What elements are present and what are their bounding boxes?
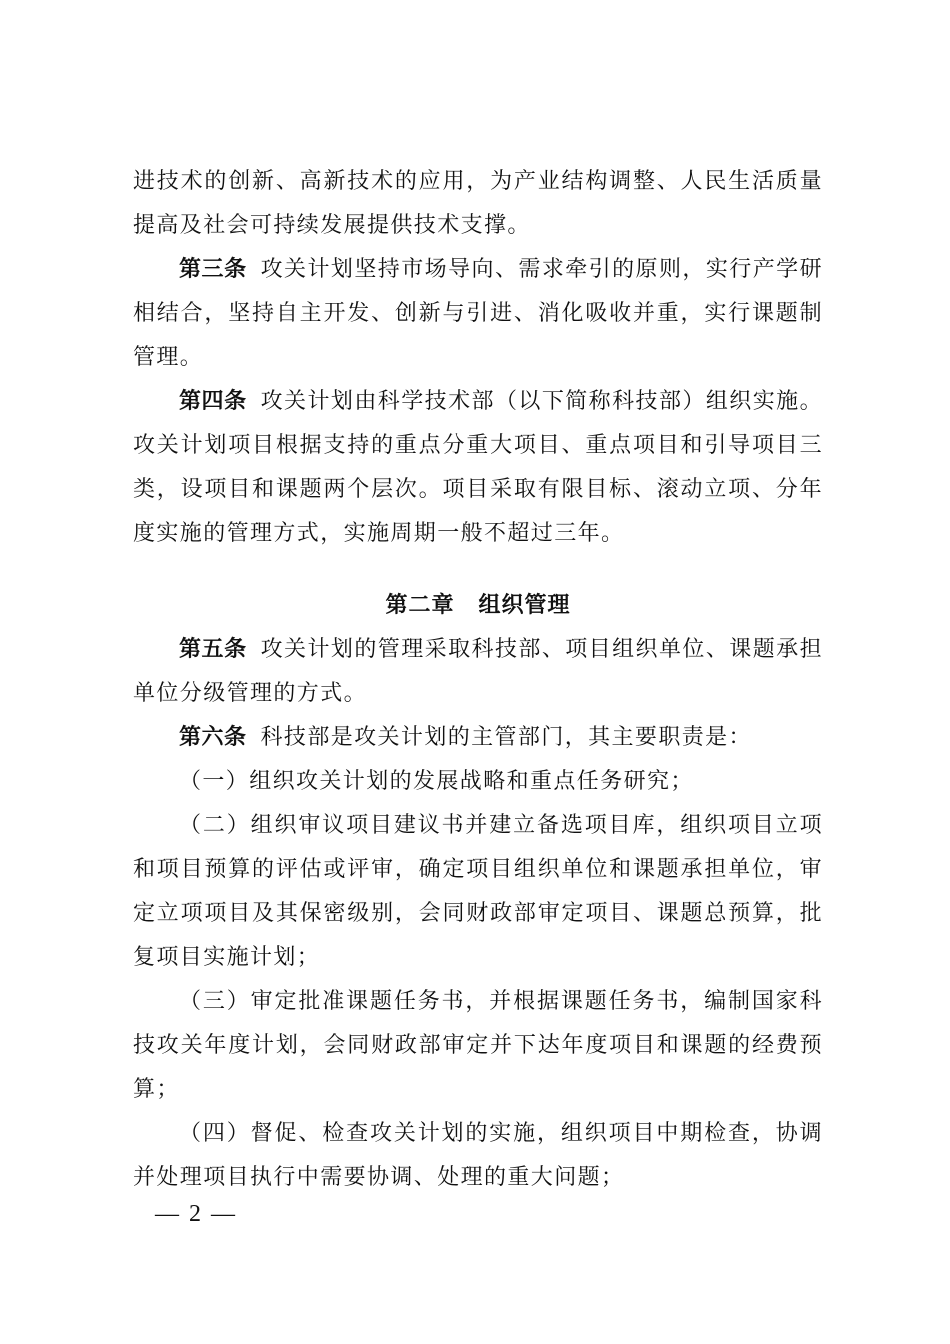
paragraph-continuation: 进技术的创新、高新技术的应用，为产业结构调整、人民生活质量提高及社会可持续发展提供技术支撑。 <box>133 169 823 238</box>
article-5-label: 第五条 <box>179 637 247 662</box>
article-4-label: 第四条 <box>179 389 247 414</box>
article-6-text: 科技部是攻关计划的主管部门，其主要职责是： <box>260 725 752 750</box>
chapter-heading <box>133 584 823 628</box>
article-5 <box>133 628 823 716</box>
article-3-text: 攻关计划坚持市场导向、需求牵引的原则，实行产学研相结合，坚持自主开发、创新与引进、消化吸收并重，实行课题制管理。 <box>133 257 823 370</box>
article-5-text: 攻关计划的管理采取科技部、项目组织单位、课题承担单位分级管理的方式。 <box>133 637 823 706</box>
page-number: — 2 — <box>155 1201 237 1227</box>
chapter-number: 第二章 <box>385 593 455 618</box>
list-item-4: （四）督促、检查攻关计划的实施，组织项目中期检查，协调并处理项目执行中需要协调、处理的重大问题； <box>133 1121 823 1190</box>
list-item-3: （三）审定批准课题任务书，并根据课题任务书，编制国家科技攻关年度计划，会同财政部审定并下达年度项目和课题的经费预算； <box>133 989 823 1102</box>
list-item-2: （二）组织审议项目建议书并建立备选项目库，组织项目立项和项目预算的评估或评审，确定项目组织单位和课题承担单位，审定立项项目及其保密级别，会同财政部审定项目、课题总预算，批复项目实施计划； <box>133 813 823 970</box>
list-item-1: （一）组织攻关计划的发展战略和重点任务研究； <box>179 769 694 794</box>
article-4-text: 攻关计划由科学技术部（以下简称科技部）组织实施。攻关计划项目根据支持的重点分重大项目、重点项目和引导项目三类，设项目和课题两个层次。项目采取有限目标、滚动立项、分年度实施的管理方式，实施周期一般不超过三年。 <box>133 389 823 546</box>
document-body <box>133 160 823 1200</box>
article-3 <box>133 248 823 380</box>
chapter-title: 组织管理 <box>478 593 571 618</box>
article-6-label: 第六条 <box>179 725 247 750</box>
article-6 <box>133 716 823 760</box>
article-4 <box>133 380 823 556</box>
article-3-label: 第三条 <box>179 257 247 282</box>
